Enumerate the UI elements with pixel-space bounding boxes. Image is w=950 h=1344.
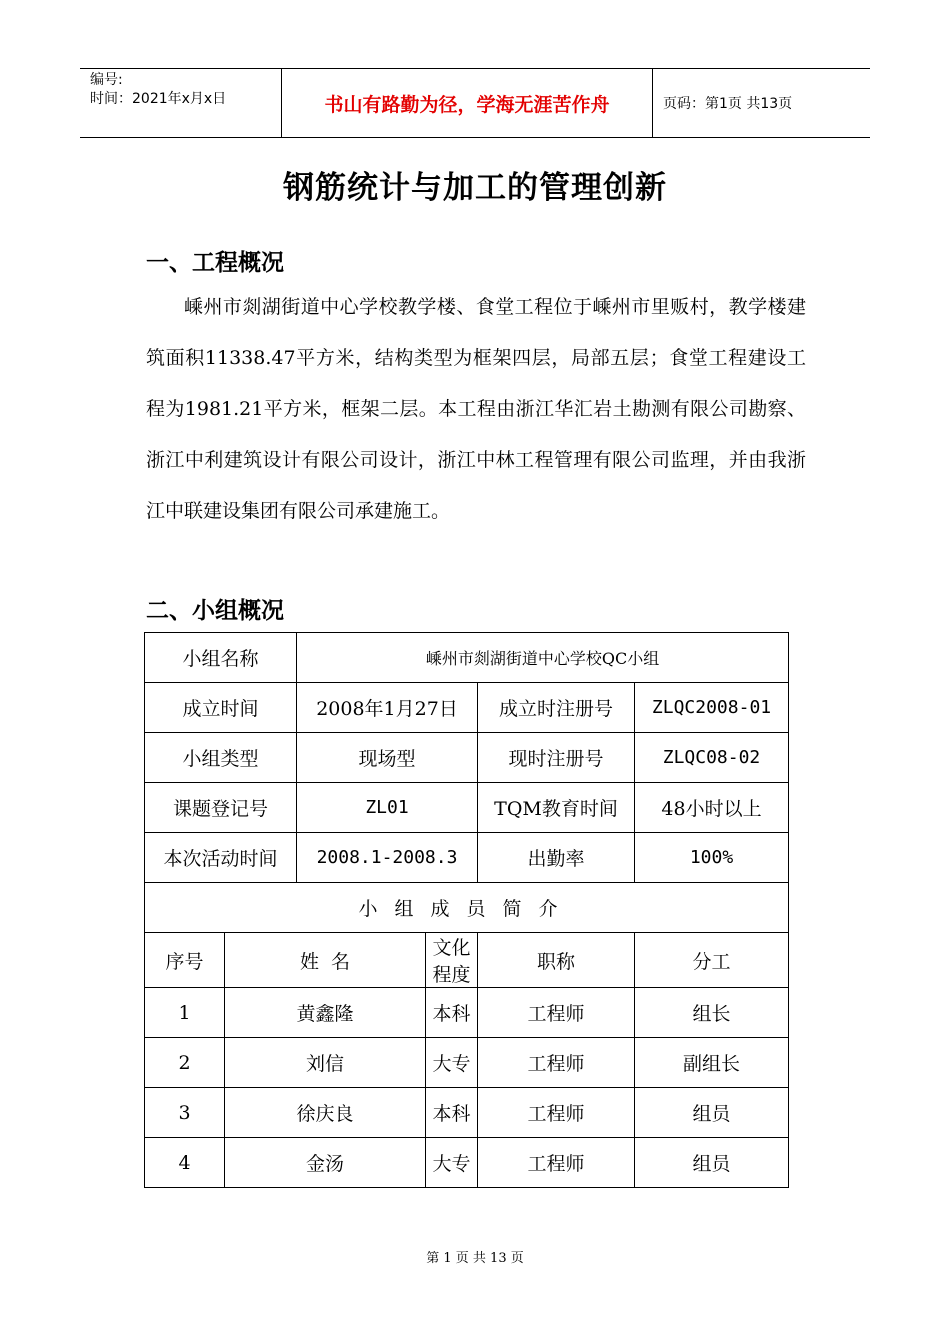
member-role: 组员 bbox=[635, 1088, 789, 1138]
group-type-value: 现场型 bbox=[297, 733, 478, 783]
member-index: 3 bbox=[145, 1088, 225, 1138]
table-row bbox=[145, 1088, 789, 1138]
member-title: 工程师 bbox=[478, 988, 635, 1038]
member-role: 组长 bbox=[635, 988, 789, 1038]
member-index: 1 bbox=[145, 988, 225, 1038]
header-meta-cell bbox=[80, 69, 281, 137]
activity-label: 本次活动时间 bbox=[145, 833, 297, 883]
table-row bbox=[145, 988, 789, 1038]
founded-label: 成立时间 bbox=[145, 683, 297, 733]
current-reg-label: 现时注册号 bbox=[478, 733, 635, 783]
table-row bbox=[145, 1038, 789, 1088]
member-name: 刘信 bbox=[225, 1038, 426, 1088]
attendance-label: 出勤率 bbox=[478, 833, 635, 883]
table-row bbox=[145, 833, 789, 883]
members-heading: 小组成员简介 bbox=[145, 883, 789, 933]
member-header-name: 姓 名 bbox=[225, 933, 426, 988]
topic-value: ZL01 bbox=[297, 783, 478, 833]
member-education: 本科 bbox=[426, 988, 478, 1038]
member-title: 工程师 bbox=[478, 1038, 635, 1088]
founded-reg-label: 成立时注册号 bbox=[478, 683, 635, 733]
member-index: 4 bbox=[145, 1138, 225, 1188]
time-label: 时间：2021年x月x日 bbox=[90, 91, 227, 107]
member-education: 大专 bbox=[426, 1138, 478, 1188]
document-title: 钢筋统计与加工的管理创新 bbox=[283, 170, 667, 206]
member-header-education: 文化程度 bbox=[426, 933, 478, 988]
member-education: 大专 bbox=[426, 1038, 478, 1088]
member-header-title: 职称 bbox=[478, 933, 635, 988]
group-name-value: 嵊州市剡湖街道中心学校QC小组 bbox=[297, 633, 789, 683]
member-name: 金汤 bbox=[225, 1138, 426, 1188]
page-header bbox=[80, 68, 870, 138]
member-education: 本科 bbox=[426, 1088, 478, 1138]
member-role: 组员 bbox=[635, 1138, 789, 1188]
number-label: 编号: bbox=[90, 72, 123, 88]
table-row bbox=[145, 783, 789, 833]
member-header-role: 分工 bbox=[635, 933, 789, 988]
founded-reg-value: ZLQC2008-01 bbox=[635, 683, 789, 733]
group-type-label: 小组类型 bbox=[145, 733, 297, 783]
table-row bbox=[145, 733, 789, 783]
project-overview-paragraph: 嵊州市剡湖街道中心学校教学楼、食堂工程位于嵊州市里贩村，教学楼建筑面积11338.47平方米，结构类型为框架四层，局部五层；食堂工程建设工程为1981.21平方米，框架二层。本工程由浙江华汇岩土勘测有限公司勘察、浙江中利建筑设计有限公司设计，浙江中林工程管理有限公司监理，并由我浙江中联建设集团有限公司承建施工。 bbox=[146, 296, 806, 522]
current-reg-value: ZLQC08-02 bbox=[635, 733, 789, 783]
group-name-label: 小组名称 bbox=[145, 633, 297, 683]
member-name: 黄鑫隆 bbox=[225, 988, 426, 1038]
section-heading-group: 二、小组概况 bbox=[146, 598, 284, 624]
member-title: 工程师 bbox=[478, 1138, 635, 1188]
member-name: 徐庆良 bbox=[225, 1088, 426, 1138]
members-header-row bbox=[145, 933, 789, 988]
table-row bbox=[145, 883, 789, 933]
group-overview-table bbox=[144, 632, 789, 1188]
member-header-index: 序号 bbox=[145, 933, 225, 988]
table-row bbox=[145, 683, 789, 733]
header-page-info: 页码：第1页 共13页 bbox=[663, 96, 793, 112]
section-heading-project: 一、工程概况 bbox=[146, 250, 284, 276]
table-row bbox=[145, 633, 789, 683]
founded-value: 2008年1月27日 bbox=[297, 683, 478, 733]
activity-value: 2008.1-2008.3 bbox=[297, 833, 478, 883]
page-footer: 第 1 页 共 13 页 bbox=[426, 1251, 524, 1266]
tqm-value: 48小时以上 bbox=[635, 783, 789, 833]
tqm-label: TQM教育时间 bbox=[478, 783, 635, 833]
attendance-value: 100% bbox=[635, 833, 789, 883]
table-row bbox=[145, 1138, 789, 1188]
member-role: 副组长 bbox=[635, 1038, 789, 1088]
member-index: 2 bbox=[145, 1038, 225, 1088]
topic-label: 课题登记号 bbox=[145, 783, 297, 833]
header-motto: 书山有路勤为径，学海无涯苦作舟 bbox=[281, 69, 653, 137]
member-title: 工程师 bbox=[478, 1088, 635, 1138]
